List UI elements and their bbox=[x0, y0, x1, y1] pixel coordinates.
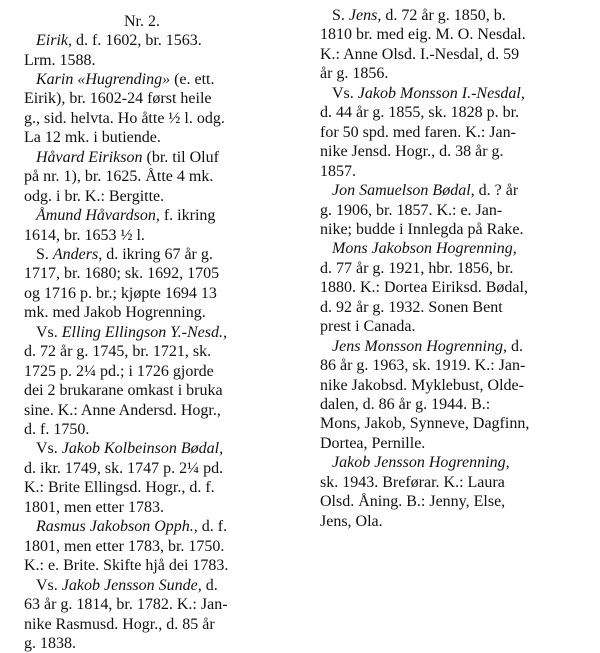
entry-text: La 12 mk. i butiende. bbox=[24, 129, 161, 147]
left-line bbox=[24, 167, 213, 186]
entry-text: K.: Anne Olsd. I.-Nesdal, d. 59 bbox=[320, 45, 520, 63]
right-line bbox=[320, 162, 356, 181]
entry-text: sine. K.: Anne Andersd. Hogr., bbox=[24, 401, 221, 419]
entry-name: Anders, bbox=[52, 245, 103, 263]
left-line bbox=[36, 70, 215, 89]
entry-text: 1880. K.: Dortea Eiriksd. Bødal, bbox=[320, 279, 528, 297]
left-line bbox=[36, 245, 213, 264]
left-line bbox=[24, 303, 206, 322]
entry-text: S. bbox=[36, 245, 53, 263]
right-line bbox=[320, 356, 525, 375]
entry-text: d. bbox=[201, 576, 218, 594]
entry-name: Jakob Jensson Hogrenning, bbox=[332, 454, 510, 472]
right-line bbox=[320, 45, 519, 64]
left-line bbox=[24, 420, 89, 439]
left-line bbox=[24, 362, 214, 381]
entry-text: d. 44 år g. 1855, sk. 1828 p. br. bbox=[320, 104, 520, 122]
entry-text: S. bbox=[332, 7, 349, 24]
entry-text: d. f. 1602, br. 1563. bbox=[72, 32, 202, 49]
left-line bbox=[36, 439, 223, 458]
right-line bbox=[320, 123, 516, 142]
entry-text: d. f. bbox=[197, 518, 228, 536]
entry-text: 1717, br. 1680; sk. 1692, 1705 bbox=[24, 265, 220, 283]
left-line bbox=[24, 381, 223, 400]
right-line bbox=[320, 25, 526, 44]
entry-text: Jens, Ola. bbox=[320, 512, 383, 530]
left-line bbox=[36, 31, 202, 50]
entry-text: Vs. bbox=[36, 323, 62, 341]
entry-text: K.: e. Brite. Skifte hjå dei 1783. bbox=[24, 557, 229, 575]
left-line bbox=[24, 342, 211, 361]
entry-text: prest i Canada. bbox=[320, 318, 416, 336]
entry-name: Jakob Jensson Sunde, bbox=[61, 576, 202, 594]
entry-text: odg. i br. K.: Bergitte. bbox=[24, 187, 165, 205]
entry-text: for 50 spd. med faren. K.: Jan- bbox=[320, 123, 516, 141]
left-line bbox=[24, 128, 161, 147]
entry-name: Mons Jakobson Hogrenning, bbox=[332, 240, 517, 258]
entry-name: Eirik, bbox=[36, 32, 72, 49]
left-line bbox=[24, 459, 223, 478]
entry-text: d. 72 år g. 1850, b. bbox=[381, 7, 506, 24]
left-line bbox=[24, 109, 225, 128]
entry-name: Jakob Kolbeinson Bødal, bbox=[61, 440, 224, 458]
left-line bbox=[36, 148, 219, 167]
entry-text: g. 1838. bbox=[24, 634, 76, 652]
left-line bbox=[24, 51, 96, 70]
left-line bbox=[24, 226, 145, 245]
entry-text: 1614, br. 1653 ½ l. bbox=[24, 226, 145, 244]
entry-text: Dortea, Pernille. bbox=[320, 434, 426, 452]
entry-name: Karin «Hugrending» bbox=[36, 70, 171, 88]
left-line bbox=[24, 89, 212, 108]
entry-text: Vs. bbox=[332, 84, 358, 102]
entry-text: 1810 br. med eig. M. O. Nesdal. bbox=[320, 26, 526, 44]
right-line bbox=[320, 434, 425, 453]
left-line bbox=[36, 517, 227, 536]
entry-text: nike Jensd. Hogr., d. 38 år g. bbox=[320, 143, 504, 161]
right-line bbox=[332, 181, 518, 200]
left-line bbox=[24, 634, 76, 653]
entry-text: sk. 1943. Breførar. K.: Laura bbox=[320, 473, 505, 491]
right-line bbox=[320, 201, 502, 220]
right-line bbox=[320, 473, 505, 492]
right-line bbox=[332, 239, 517, 258]
right-line bbox=[320, 259, 513, 278]
entry-text: 1801, men etter 1783, br. 1750. bbox=[24, 537, 225, 555]
entry-text: Mons, Jakob, Synneve, Dagfinn, bbox=[320, 415, 530, 433]
right-line bbox=[320, 376, 524, 395]
entry-name: Jens, bbox=[348, 7, 382, 24]
entry-text: 1801, men etter 1783. bbox=[24, 498, 164, 516]
right-line bbox=[320, 220, 524, 239]
entry-text: d. 72 år g. 1745, br. 1721, sk. bbox=[24, 343, 212, 361]
left-line bbox=[24, 595, 228, 614]
entry-text: d. ikring 67 år g. bbox=[102, 245, 213, 263]
right-line bbox=[320, 512, 383, 531]
entry-text: f. ikring bbox=[159, 207, 216, 224]
left-line bbox=[36, 576, 218, 595]
entry-text: nike Rasmusd. Hogr., d. 85 år bbox=[24, 615, 215, 633]
entry-text: på nr. 1), br. 1625. Åtte 4 mk. bbox=[24, 168, 214, 186]
left-line bbox=[24, 264, 219, 283]
entry-text: nike; budde i Innlegda på Rake. bbox=[320, 220, 524, 238]
entry-text: g. 1906, br. 1857. K.: e. Jan- bbox=[320, 201, 503, 219]
entry-text: 1857. bbox=[320, 162, 356, 180]
entry-text: 63 år g. 1814, br. 1782. K.: Jan- bbox=[24, 596, 228, 613]
left-line bbox=[24, 284, 217, 303]
left-line bbox=[24, 401, 221, 420]
entry-text: mk. med Jakob Hogrenning. bbox=[24, 304, 206, 322]
right-line bbox=[320, 317, 416, 336]
entry-text: d. ? år bbox=[474, 182, 519, 199]
left-line bbox=[36, 206, 215, 225]
right-line bbox=[320, 298, 503, 317]
right-line bbox=[332, 6, 506, 25]
right-line bbox=[320, 64, 388, 83]
entry-name: Jens Monsson Hogrenning, bbox=[332, 337, 507, 355]
entry-text: d. f. 1750. bbox=[24, 421, 90, 438]
entry-text: år g. 1856. bbox=[320, 65, 389, 83]
entry-text: d. 92 år g. 1932. Sonen Bent bbox=[320, 298, 503, 316]
entry-text: Olsd. Åning. B.: Jenny, Else, bbox=[320, 493, 506, 511]
right-line bbox=[332, 453, 510, 472]
page-number: Nr. 2. bbox=[124, 13, 160, 30]
right-line bbox=[320, 142, 504, 161]
right-line bbox=[320, 278, 528, 297]
entry-text: d. 77 år g. 1921, hbr. 1856, br. bbox=[320, 259, 514, 277]
entry-text: 86 år g. 1963, sk. 1919. K.: Jan- bbox=[320, 357, 526, 375]
entry-name: Åmund Håvardson, bbox=[36, 207, 160, 224]
right-line bbox=[320, 395, 490, 414]
left-line bbox=[36, 323, 227, 342]
right-line bbox=[332, 84, 525, 103]
entry-text: Eirik), br. 1602-24 først heile bbox=[24, 90, 212, 108]
entry-text: (br. til Oluf bbox=[142, 148, 219, 166]
left-line bbox=[24, 615, 215, 634]
entry-text: K.: Brite Ellingsd. Hogr., d. f. bbox=[24, 479, 215, 497]
left-line bbox=[24, 498, 164, 517]
entry-text: (e. ett. bbox=[170, 70, 215, 88]
entry-text: nike Jakobsd. Myklebust, Olde- bbox=[320, 376, 524, 394]
left-line bbox=[24, 556, 228, 575]
entry-text: dalen, d. 86 år g. 1944. B.: bbox=[320, 396, 491, 413]
entry-name: Rasmus Jakobson Opph., bbox=[36, 518, 198, 536]
right-line bbox=[320, 492, 505, 511]
left-line bbox=[24, 537, 224, 556]
entry-text: og 1716 p. br.; kjøpte 1694 13 bbox=[24, 284, 217, 302]
entry-text: Vs. bbox=[36, 440, 62, 458]
right-line bbox=[332, 337, 523, 356]
entry-text: d. bbox=[506, 337, 523, 355]
right-line bbox=[320, 414, 529, 433]
entry-text: d. ikr. 1749, sk. 1747 p. 2¼ pd. bbox=[24, 459, 224, 477]
entry-text: 1725 p. 2¼ pd.; i 1726 gjorde bbox=[24, 362, 214, 380]
entry-name: Håvard Eirikson bbox=[36, 148, 143, 166]
entry-name: Jakob Monsson I.-Nesdal, bbox=[357, 84, 525, 102]
entry-name: Jon Samuelson Bødal, bbox=[332, 182, 475, 199]
entry-text: Vs. bbox=[36, 576, 62, 594]
right-line bbox=[320, 103, 519, 122]
left-line bbox=[24, 187, 164, 206]
entry-name: Elling Ellingson Y.-Nesd., bbox=[61, 323, 227, 341]
entry-text: Lrm. 1588. bbox=[24, 51, 96, 69]
entry-text: dei 2 brukarane omkast i bruka bbox=[24, 382, 223, 400]
entry-text: g., sid. helvta. Ho åtte ½ l. odg. bbox=[24, 109, 225, 127]
left-line bbox=[24, 478, 215, 497]
